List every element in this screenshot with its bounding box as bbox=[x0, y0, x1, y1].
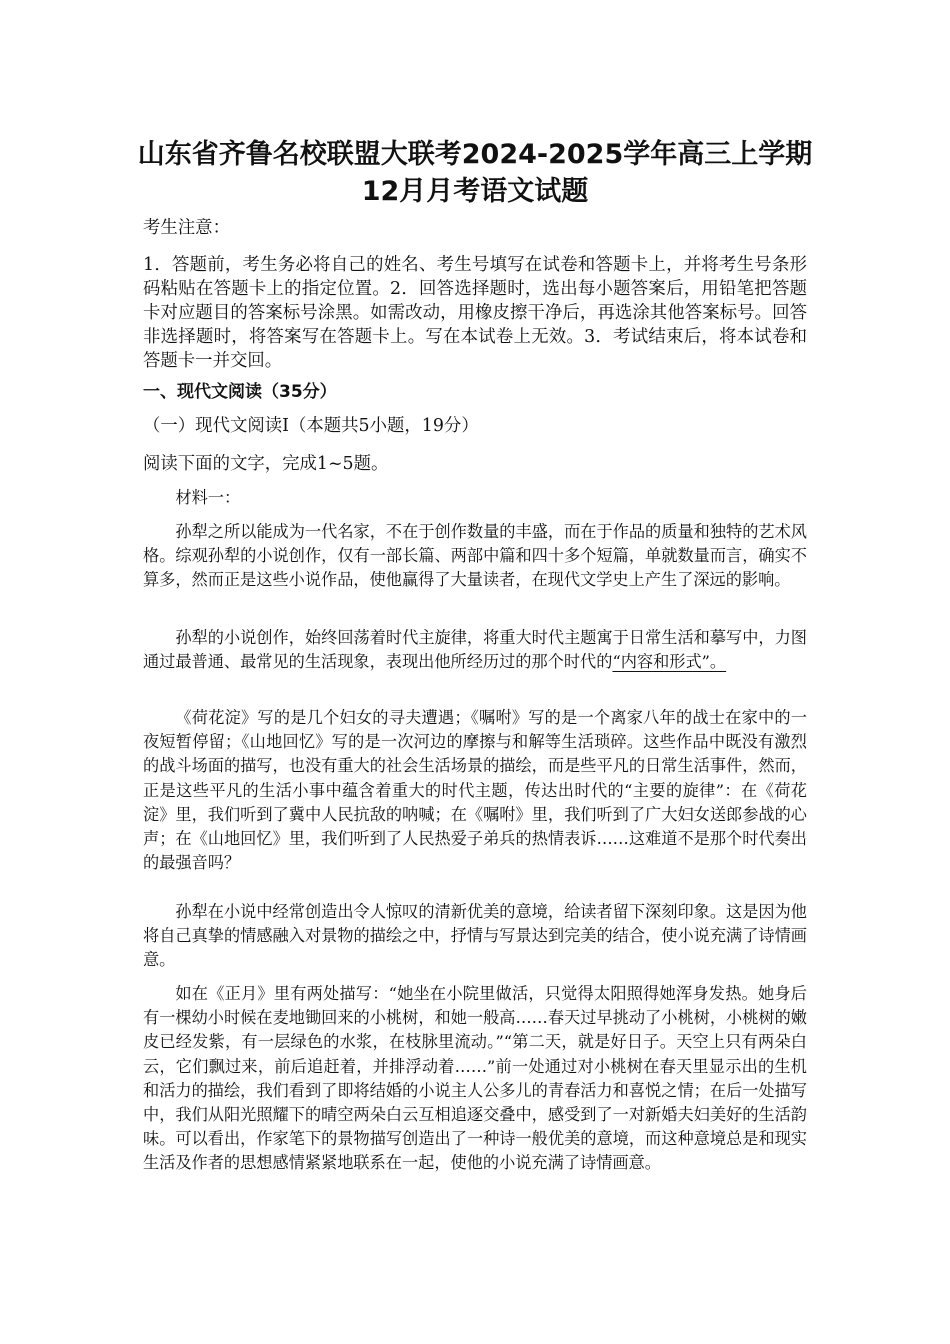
notice-heading: 考生注意： bbox=[143, 218, 230, 238]
page-title: 山东省齐鲁名校联盟大联考2024-2025学年高三上学期12月月考语文试题 bbox=[137, 139, 813, 207]
paragraph-2 bbox=[143, 626, 807, 674]
paragraph-3: 《荷花淀》写的是几个妇女的寻夫遭遇；《嘱咐》写的是一个离家八年的战士在家中的一夜短暂停留；《山地回忆》写的是一次河边的摩擦与和解等生活琐碎。这些作品中既没有激烈的战斗场面的描写，也没有重大的社会生活场景的描绘，而是些平凡的日常生活事件，然而，正是这些平凡的生活小事中蕴含着重大的时代主题，传达出时代的“主要的旋律”：在《荷花淀》里，我们听到了冀中人民抗敌的呐喊；在《嘱咐》里，我们听到了广大妇女送郎参战的心声；在《山地回忆》里，我们听到了人民热爱子弟兵的热情表诉……这难道不是那个时代奏出的最强音吗？ bbox=[143, 708, 807, 873]
sub-section-heading: （一）现代文阅读Ⅰ（本题共5小题，19分） bbox=[143, 416, 479, 436]
paragraph-2-text: 孙犁的小说创作，始终回荡着时代主旋律，将重大时代主题寓于日常生活和摹写中，力图通过最普通、最常见的生活现象，表现出他所经历过的那个时代的 bbox=[143, 628, 807, 672]
paragraph-4: 孙犁在小说中经常创造出令人惊叹的清新优美的意境，给读者留下深刻印象。这是因为他将自己真挚的情感融入对景物的描绘之中，抒情与写景达到完美的结合，使小说充满了诗情画意。 bbox=[143, 902, 807, 970]
underlined-phrase: “内容和形式”。 bbox=[612, 652, 727, 672]
paragraph-5: 如在《正月》里有两处描写：“她坐在小院里做活，只觉得太阳照得她浑身发热。她身后有一棵幼小时候在麦地锄回来的小桃树，和她一般高……春天过早挑动了小桃树，小桃树的嫩皮已经发紫，有一层绿色的水浆，在枝脉里流动。”“第二天，就是好日子。天空上只有两朵白云，它们飘过来，前后追赶着，并排浮动着……”前一处通过对小桃树在春天里显示出的生机和活力的描绘，我们看到了即将结婚的小说主人公多儿的青春活力和喜悦之情；在后一处描写中，我们从阳光照耀下的晴空两朵白云互相追逐交叠中，感受到了一对新婚夫妇美好的生活韵味。可以看出，作家笔下的景物描写创造出了一种诗一般优美的意境，而这种意境总是和现实生活及作者的思想感情紧紧地联系在一起，使他的小说充满了诗情画意。 bbox=[143, 984, 807, 1173]
paragraph-1: 孙犁之所以能成为一代名家，不在于创作数量的丰盛，而在于作品的质量和独特的艺术风格。综观孙犁的小说创作，仅有一部长篇、两部中篇和四十多个短篇，单就数量而言，确实不算多，然而正是这些小说作品，使他赢得了大量读者，在现代文学史上产生了深远的影响。 bbox=[143, 522, 807, 590]
reading-instruction: 阅读下面的文字，完成1~5题。 bbox=[143, 454, 389, 474]
section-heading: 一、现代文阅读（35分） bbox=[143, 382, 337, 402]
notice-text: 1．答题前，考生务必将自己的姓名、考生号填写在试卷和答题卡上，并将考生号条形码粘贴在答题卡上的指定位置。2．回答选择题时，选出每小题答案后，用铅笔把答题卡对应题目的答案标号涂黑。如需改动，用橡皮擦干净后，再选涂其他答案标号。回答非选择题时，将答案写在答题卡上。写在本试卷上无效。3．考试结束后，将本试卷和答题卡一并交回。 bbox=[143, 255, 807, 371]
material-label: 材料一： bbox=[175, 488, 241, 507]
